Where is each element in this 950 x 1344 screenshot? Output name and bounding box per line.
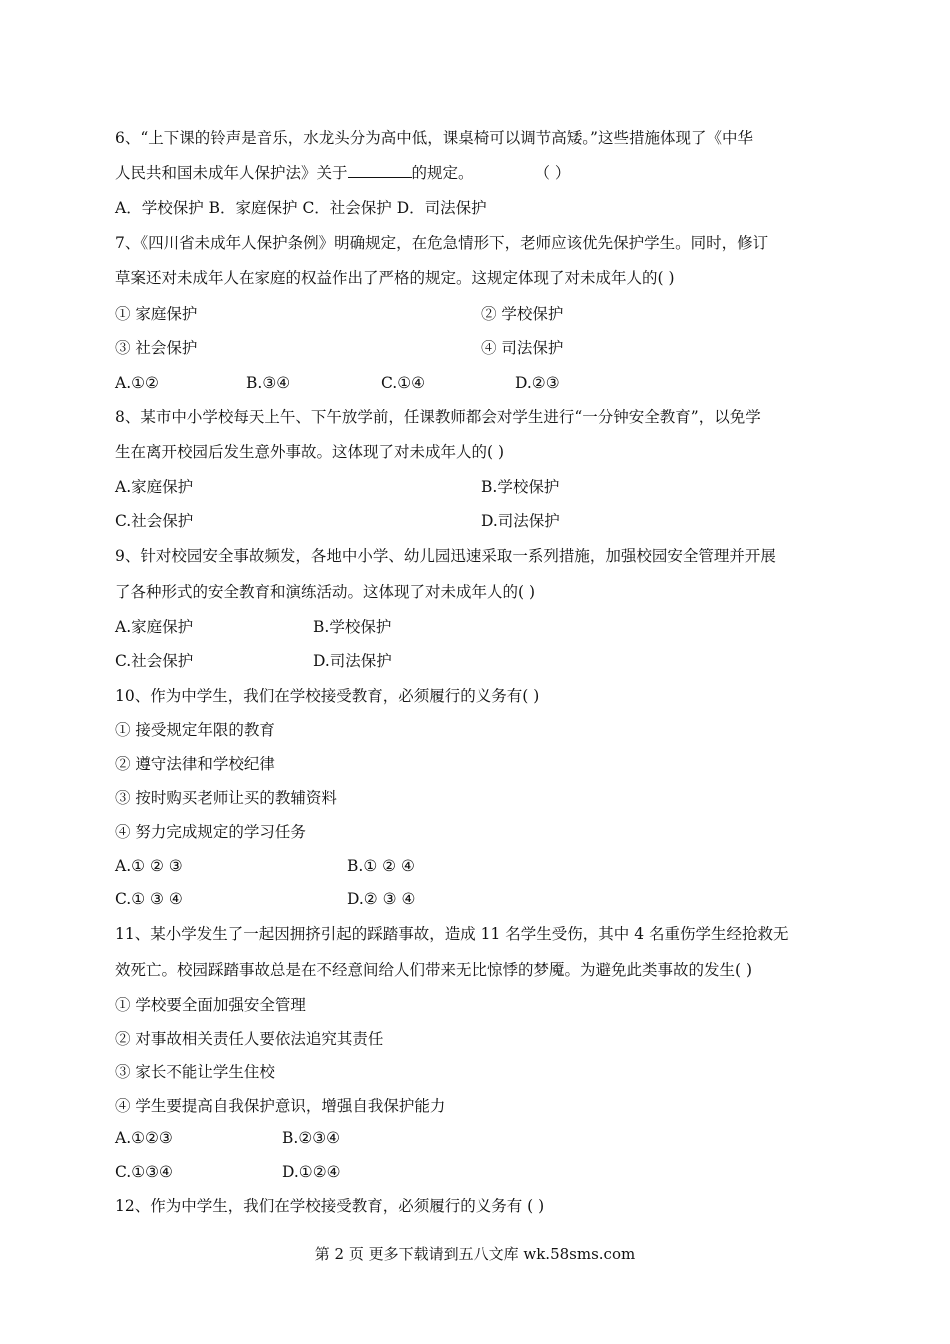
q8-line2: 生在离开校园后发生意外事故。这体现了对未成年人的( ) bbox=[115, 443, 505, 461]
q10-options-row2 bbox=[115, 889, 416, 909]
q10-options-row1 bbox=[115, 856, 415, 876]
q11-item: ④ 学生要提高自我保护意识，增强自我保护能力 bbox=[115, 1097, 446, 1115]
q10-option: A.① ② ③ bbox=[115, 857, 183, 875]
q8-option: B.学校保护 bbox=[481, 478, 560, 496]
q6-line2-end: 的规定。 bbox=[411, 164, 474, 182]
q9-options-row1 bbox=[115, 617, 392, 637]
q11-options-row1 bbox=[115, 1128, 341, 1148]
q6-line2 bbox=[115, 163, 570, 183]
q10-option: D.② ③ ④ bbox=[347, 890, 416, 908]
q9-option: C.社会保护 bbox=[115, 652, 194, 670]
q10-line1: 10、作为中学生，我们在学校接受教育，必须履行的义务有( ) bbox=[115, 687, 540, 705]
q7-options bbox=[115, 373, 560, 393]
fill-in-blank bbox=[348, 163, 412, 178]
q11-line2: 效死亡。校园踩踏事故总是在不经意间给人们带来无比惊悸的梦魇。为避免此类事故的发生( ) bbox=[115, 961, 753, 979]
q10-item: ① 接受规定年限的教育 bbox=[115, 721, 275, 739]
q8-option: C.社会保护 bbox=[115, 512, 194, 530]
q9-line1: 9、针对校园安全事故频发，各地中小学、幼儿园迅速采取一系列措施，加强校园安全管理并开展 bbox=[115, 547, 776, 565]
q11-option: C.①③④ bbox=[115, 1163, 173, 1181]
answer-paren: （ ） bbox=[534, 164, 571, 182]
q7-option: A.①② bbox=[115, 374, 159, 392]
q11-line1: 11、某小学发生了一起因拥挤引起的踩踏事故，造成 11 名学生受伤，其中 4 名重伤学生经抢救无 bbox=[115, 925, 789, 943]
q11-option: A.①②③ bbox=[115, 1129, 173, 1147]
q10-option: B.① ② ④ bbox=[347, 857, 415, 875]
q11-option: B.②③④ bbox=[282, 1129, 341, 1147]
q9-option: D.司法保护 bbox=[313, 652, 392, 670]
q7-option: C.①④ bbox=[381, 374, 426, 392]
q11-item: ② 对事故相关责任人要依法追究其责任 bbox=[115, 1030, 384, 1048]
q10-item: ③ 按时购买老师让买的教辅资料 bbox=[115, 789, 337, 807]
q12-line1: 12、作为中学生，我们在学校接受教育，必须履行的义务有 ( ) bbox=[115, 1197, 545, 1215]
q6-line2-start: 人民共和国未成年人保护法》关于 bbox=[115, 164, 348, 182]
q7-item: ④ 司法保护 bbox=[481, 339, 564, 357]
q7-option: B.③④ bbox=[246, 374, 291, 392]
q9-option: B.学校保护 bbox=[313, 618, 392, 636]
q9-option: A.家庭保护 bbox=[115, 618, 194, 636]
q8-options-row2 bbox=[115, 511, 560, 531]
q10-item: ② 遵守法律和学校纪律 bbox=[115, 755, 275, 773]
q7-item: ③ 社会保护 bbox=[115, 339, 198, 357]
q9-options-row2 bbox=[115, 651, 392, 671]
q7-line2: 草案还对未成年人在家庭的权益作出了严格的规定。这规定体现了对未成年人的( ) bbox=[115, 269, 675, 287]
page-footer: 第 2 页 更多下载请到五八文库 wk.58sms.com bbox=[314, 1245, 636, 1263]
q7-item: ② 学校保护 bbox=[481, 305, 564, 323]
q7-items-row1 bbox=[115, 304, 564, 324]
q7-option: D.②③ bbox=[515, 374, 560, 392]
q11-item: ① 学校要全面加强安全管理 bbox=[115, 996, 306, 1014]
q6-line1: 6、“上下课的铃声是音乐，水龙头分为高中低，课桌椅可以调节高矮。”这些措施体现了《中华 bbox=[115, 129, 753, 147]
q8-option: A.家庭保护 bbox=[115, 478, 194, 496]
q8-line1: 8、某市中小学校每天上午、下午放学前，任课教师都会对学生进行“一分钟安全教育”，以免学 bbox=[115, 408, 761, 426]
q11-option: D.①②④ bbox=[282, 1163, 341, 1181]
q11-options-row2 bbox=[115, 1162, 341, 1182]
q7-items-row2 bbox=[115, 338, 564, 358]
q10-option: C.① ③ ④ bbox=[115, 890, 183, 908]
q7-line1: 7、《四川省未成年人保护条例》明确规定，在危急情形下，老师应该优先保护学生。同时，修订 bbox=[115, 234, 769, 252]
q8-options-row1 bbox=[115, 477, 560, 497]
q8-option: D.司法保护 bbox=[481, 512, 560, 530]
q10-item: ④ 努力完成规定的学习任务 bbox=[115, 823, 306, 841]
q9-line2: 了各种形式的安全教育和演练活动。这体现了对未成年人的( ) bbox=[115, 583, 536, 601]
q11-item: ③ 家长不能让学生住校 bbox=[115, 1063, 275, 1081]
q6-options: A．学校保护 B．家庭保护 C．社会保护 D．司法保护 bbox=[115, 199, 487, 217]
q7-item: ① 家庭保护 bbox=[115, 305, 198, 323]
